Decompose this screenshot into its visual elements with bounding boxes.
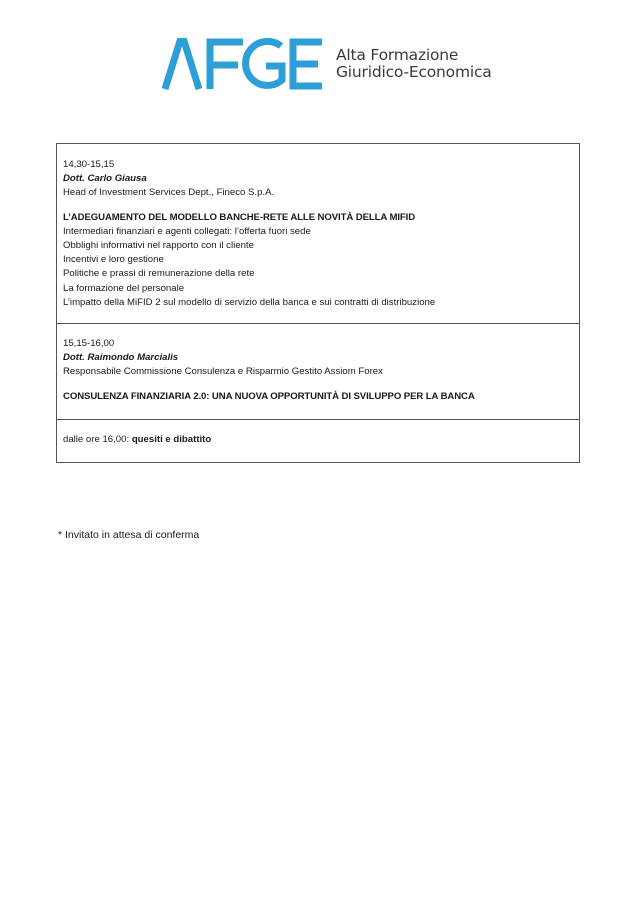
logo-letter-a [165, 41, 199, 89]
logo-tagline-line2: Giuridico-Economica [336, 63, 492, 81]
logo-tagline [336, 47, 492, 81]
session-speaker: Dott. Raimondo Marcialis [63, 352, 179, 364]
session-topic: L’impatto della MiFID 2 sul modello di servizio della banca e sui contratti di distribuzione [63, 296, 436, 308]
afge-logo [162, 38, 492, 90]
session-speaker-role: Head of Investment Services Dept., Fineco S.p.A. [63, 187, 275, 199]
discussion-highlight: quesiti e dibattito [131, 433, 212, 445]
session-time: 14,30-15,15 [63, 159, 115, 170]
session-topic: Politiche e prassi di remunerazione della rete [63, 268, 255, 280]
session-block [57, 324, 579, 420]
session-block [57, 144, 579, 324]
afge-wordmark [162, 38, 324, 90]
session-topic: La formazione del personale [63, 282, 185, 294]
session-topic: Intermediari finanziari e agenti collegati: l’offerta fuori sede [63, 225, 311, 237]
session-title: L’ADEGUAMENTO DEL MODELLO BANCHE-RETE ALLE NOVITÀ DELLA MIFID [63, 211, 416, 223]
afge-letters-graphic [162, 38, 324, 90]
program-table [56, 143, 580, 463]
session-topic: Incentivi e loro gestione [63, 254, 164, 266]
session-speaker: Dott. Carlo Giausa [63, 173, 147, 185]
discussion-line [63, 433, 573, 447]
session-speaker-role: Responsabile Commissione Consulenza e Risparmio Gestito Assiom Forex [63, 366, 383, 378]
discussion-prefix: dalle ore 16,00: [63, 433, 132, 445]
logo-tagline-line1: Alta Formazione [336, 46, 459, 64]
session-time: 15,15-16,00 [63, 338, 115, 350]
session-title: CONSULENZA FINANZIARIA 2.0: UNA NUOVA OPPORTUNITÀ DI SVILUPPO PER LA BANCA [63, 390, 475, 402]
footnote: * Invitato in attesa di conferma [58, 529, 200, 541]
logo-letter-g [246, 41, 282, 85]
session-block [57, 420, 579, 462]
session-topic: Obblighi informativi nel rapporto con il cliente [63, 240, 254, 252]
